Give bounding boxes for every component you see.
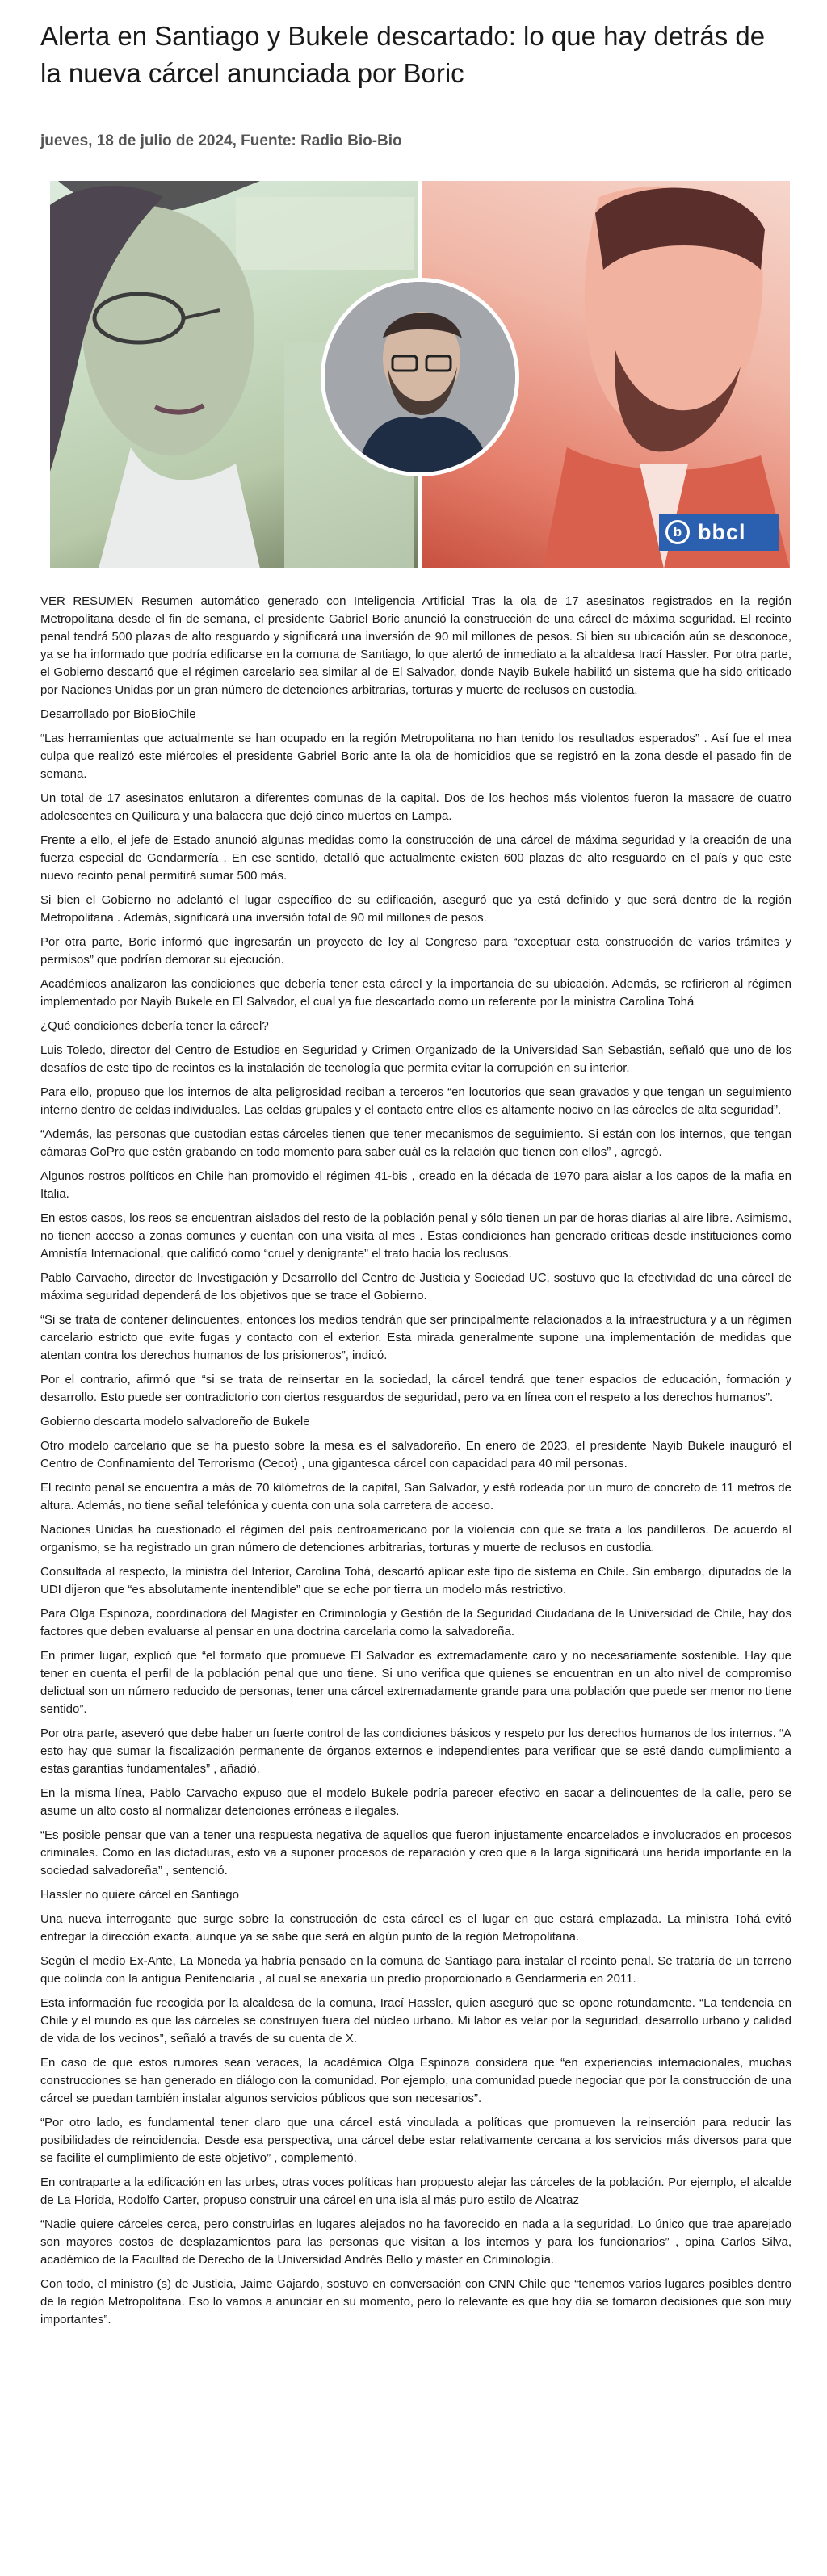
article-meta: jueves, 18 de julio de 2024, Fuente: Radio Bio-Bio: [40, 132, 402, 149]
hero-image: [50, 181, 790, 568]
paragraph: En caso de que estos rumores sean veraces, la académica Olga Espinoza considera que “en experiencias internacionales, muchas construcciones se han generado en diálogo con la comunidad. Por ejemplo, una comunidad puede negociar que por la construcción de una cárcel se puedan también instalar algunos servicios públicos que son necesarios”.: [40, 2056, 791, 2105]
paragraph: “Si se trata de contener delincuentes, entonces los medios tendrán que ser principalmente relacionados a la infraestructura y a un régimen carcelario estricto que evite fugas y contacto con el exterior. Esta mirada generalmente supone una implementación de medidas que atentan contra los derechos humanos de los prisioneros”, indicó.: [40, 1313, 791, 1362]
center-portrait: [321, 278, 519, 476]
section-heading: Gobierno descarta modelo salvadoreño de Bukele: [40, 1415, 310, 1429]
article-body: [40, 593, 791, 2329]
paragraph: Por otra parte, aseveró que debe haber un fuerte control de las condiciones básicos y respeto por los derechos humanos de los internos. “A esto hay que sumar la fiscalización permanente de órganos externos e independientes para verificar que se esté dando cumplimiento a estas garantías fundamentales” , añadió.: [40, 1726, 791, 1776]
paragraph: Frente a ello, el jefe de Estado anunció algunas medidas como la construcción de una cárcel de máxima seguridad y la creación de una fuerza especial de Gendarmería . En ese sentido, detalló que actualmente existen 600 plazas de alto resguardo en el país y que este nuevo recinto penal permitirá sumar 500 más.: [40, 833, 791, 883]
paragraph: Algunos rostros políticos en Chile han promovido el régimen 41-bis , creado en la década de 1970 para aislar a los capos de la mafia en Italia.: [40, 1169, 791, 1201]
paragraph: Para ello, propuso que los internos de alta peligrosidad reciban a terceros “en locutorios que sean gravados y que tengan un seguimiento interno dentro de celdas individuales. Las celdas grupales y el contacto entre ellos es altamente nocivo en las cárceles de alta seguridad”.: [40, 1085, 791, 1117]
paragraph: Naciones Unidas ha cuestionado el régimen del país centroamericano por la violencia con que se trata a los pandilleros. De acuerdo al organismo, se ha registrado un gran número de detenciones arbitrarias, torturas y muerte de reclusos en custodia.: [40, 1523, 791, 1554]
paragraph: Por otra parte, Boric informó que ingresarán un proyecto de ley al Congreso para “exceptuar esta construcción de varios trámites y permisos” que podrían demorar su ejecución.: [40, 935, 791, 967]
bbcl-logo-text: bbcl: [698, 519, 746, 544]
paragraph: Por el contrario, afirmó que “si se trata de reinsertar en la sociedad, la cárcel tendrá que tener espacios de educación, formación y desarrollo. Esto puede ser contradictorio con ciertos resguardos de seguridad, pero va en línea con el respeto a los derechos humanos”.: [40, 1373, 791, 1404]
paragraph: Pablo Carvacho, director de Investigación y Desarrollo del Centro de Justicia y Sociedad UC, sostuvo que la efectividad de una cárcel de máxima seguridad dependerá de los objetivos que se trace el Gobierno.: [40, 1271, 791, 1303]
paragraph: Académicos analizaron las condiciones que debería tener esta cárcel y la importancia de su ubicación. Además, se refirieron al régimen implementado por Nayib Bukele en El Salvador, el cual ya fue descartado como un referente por la ministra Carolina Tohá: [40, 977, 791, 1009]
paragraph: Si bien el Gobierno no adelantó el lugar específico de su edificación, aseguró que ya está definido y que será dentro de la región Metropolitana . Además, significará una inversión total de 90 mil millones de pesos.: [40, 893, 791, 925]
article: [40, 0, 791, 2335]
section-heading: ¿Qué condiciones debería tener la cárcel?: [40, 1019, 269, 1033]
bbcl-logo-mark: b: [665, 520, 690, 544]
paragraph: En la misma línea, Pablo Carvacho expuso que el modelo Bukele podría parecer efectivo en sacar a delincuentes de la calle, pero se asume un alto costo al normalizar detenciones erróneas e ilegales.: [40, 1786, 791, 1818]
paragraph: Para Olga Espinoza, coordinadora del Magíster en Criminología y Gestión de la Seguridad Ciudadana de la Universidad de Chile, hay dos factores que deben evaluarse al pensar en una doctrina carcelaria como la salvadoreña.: [40, 1607, 791, 1638]
paragraph: En estos casos, los reos se encuentran aislados del resto de la población penal y sólo tienen un par de horas diarias al aire libre. Asimismo, no tienen acceso a zonas comunes y cuentan con una visita al mes . Estas condiciones han generado críticas desde instituciones como Amnistía Internacional, que calificó como “cruel y denigrante” el trato hacia los reclusos.: [40, 1211, 791, 1261]
paragraph: En primer lugar, explicó que “el formato que promueve El Salvador es extremadamente caro y no necesariamente sostenible. Hay que tener en cuenta el perfil de la población penal que uno tiene. Si uno verifica que quienes se encuentran en un alto nivel de compromiso delictual son un número reducido de personas, tener una cárcel extremadamente grande para una población que puede ser menor no tiene sentido”.: [40, 1649, 791, 1716]
paragraph: “Además, las personas que custodian estas cárceles tienen que tener mecanismos de seguimiento. Si están con los internos, que tengan cámaras GoPro que estén grabando en todo momento para saber cuál es la relación que tienen con ellos” , agregó.: [40, 1127, 791, 1159]
paragraph: “Nadie quiere cárceles cerca, pero construirlas en lugares alejados no ha favorecido en nada a la seguridad. Lo único que trae aparejado son mayores costos de desplazamientos para las personas que visitan a los internos y para los funcionarios” , opina Carlos Silva, académico de la Facultad de Derecho de la Universidad Andrés Bello y máster en Criminología.: [40, 2217, 791, 2267]
paragraph: Un total de 17 asesinatos enlutaron a diferentes comunas de la capital. Dos de los hechos más violentos fueron la masacre de cuatro adolescentes en Quilicura y una balacera que dejó cinco muertos en Lampa.: [40, 791, 791, 823]
paragraph: Consultada al respecto, la ministra del Interior, Carolina Tohá, descartó aplicar este tipo de sistema en Chile. Sin embargo, diputados de la UDI dijeron que “es absolutamente inentendible” que se eche por tierra un modelo más restrictivo.: [40, 1565, 791, 1596]
paragraph: “Las herramientas que actualmente se han ocupado en la región Metropolitana no han tenido los resultados esperados” . Así fue el mea culpa que realizó este miércoles el presidente Gabriel Boric ante la ola de homicidios que se registró en la zona desde el pasado fin de semana.: [40, 732, 791, 781]
bbcl-logo: [659, 514, 779, 551]
center-portrait-illustration: [325, 282, 515, 472]
byline: Desarrollado por BioBioChile: [40, 707, 196, 721]
paragraph: Luis Toledo, director del Centro de Estudios en Seguridad y Crimen Organizado de la Universidad San Sebastián, señaló que uno de los desafíos de este tipo de recintos es la instalación de tecnología que permita evitar la corrupción en su interior.: [40, 1043, 791, 1075]
paragraph: Con todo, el ministro (s) de Justicia, Jaime Gajardo, sostuvo en conversación con CNN Chile que “tenemos varios lugares posibles dentro de la región Metropolitana. Eso lo vamos a anunciar en su momento, pero lo relevante es que hoy día se tomaron decisiones que son muy importantes”.: [40, 2277, 791, 2326]
paragraph: Una nueva interrogante que surge sobre la construcción de esta cárcel es el lugar en que estará emplazada. La ministra Tohá evitó entregar la dirección exacta, aunque ya se sabe que será en algún punto de la región Metropolitana.: [40, 1912, 791, 1944]
paragraph: Según el medio Ex-Ante, La Moneda ya habría pensado en la comuna de Santiago para instalar el recinto penal. Se trataría de un terreno que colinda con la antigua Penitenciaría , al cual se anexaría un predio proporcionado a Gendarmería en 2011.: [40, 1954, 791, 1986]
paragraph: “Es posible pensar que van a tener una respuesta negativa de aquellos que fueron injustamente encarcelados e involucrados en procesos criminales. Como en las dictaduras, esto va a suponer procesos de reparación y creo que a la larga significará una herida importante en la sociedad salvadoreña” , sentenció.: [40, 1828, 791, 1877]
paragraph: En contraparte a la edificación en las urbes, otras voces políticas han propuesto alejar las cárceles de la población. Por ejemplo, el alcalde de La Florida, Rodolfo Carter, propuso construir una cárcel en una isla al más puro estilo de Alcatraz: [40, 2175, 791, 2207]
paragraph: Esta información fue recogida por la alcaldesa de la comuna, Irací Hassler, quien aseguró que se opone rotundamente. “La tendencia en Chile y el mundo es que las cárceles se construyen fuera del núcleo urbano. Mi labor es velar por la seguridad, desarrollo urbano y calidad de vida de los vecinos”, señaló a través de su cuenta de X.: [40, 1996, 791, 2045]
paragraph: Otro modelo carcelario que se ha puesto sobre la mesa es el salvadoreño. En enero de 2023, el presidente Nayib Bukele inauguró el Centro de Confinamiento del Terrorismo (Cecot) , una gigantesca cárcel con capacidad para 40 mil personas.: [40, 1439, 791, 1471]
section-heading: Hassler no quiere cárcel en Santiago: [40, 1888, 239, 1902]
article-title: Alerta en Santiago y Bukele descartado: lo que hay detrás de la nueva cárcel anunciada por Boric: [40, 21, 766, 88]
paragraph: “Por otro lado, es fundamental tener claro que una cárcel está vinculada a políticas que promueven la reinserción para reducir las posibilidades de reincidencia. Desde esa perspectiva, una cárcel debe estar relativamente cercana a los servicios más diversos para que se facilite el cumplimiento de este objetivo” , complementó.: [40, 2116, 791, 2165]
paragraph: El recinto penal se encuentra a más de 70 kilómetros de la capital, San Salvador, y está rodeada por un muro de concreto de 11 metros de altura. Además, no tiene señal telefónica y cuenta con una sola carretera de acceso.: [40, 1481, 791, 1512]
ai-summary: VER RESUMEN Resumen automático generado con Inteligencia Artificial Tras la ola de 17 asesinatos registrados en la región Metropolitana desde el fin de semana, el presidente Gabriel Boric anunció la construcción de una cárcel de máxima seguridad. El recinto penal tendrá 500 plazas de alto resguardo y significará una inversión de 90 mil millones de pesos. Si bien su ubicación aún se desconoce, ya se ha informado que podría edificarse en la comuna de Santiago, lo que alertó de inmediato a la alcaldesa Irací Hassler. Por otra parte, el Gobierno descartó que el régimen carcelario sea similar al de El Salvador, donde Nayib Bukele habilitó un sistema que ha sido criticado por Naciones Unidas por un gran número de detenciones arbitrarias, torturas y muerte de reclusos en custodia.: [40, 594, 791, 697]
